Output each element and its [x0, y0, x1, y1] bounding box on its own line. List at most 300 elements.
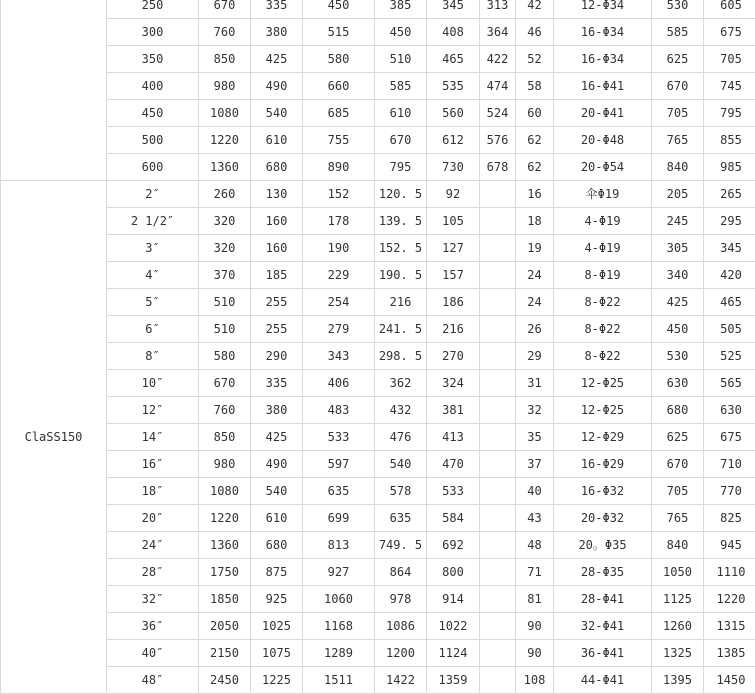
table-cell: 12-Φ25 — [554, 397, 652, 424]
table-cell: 279 — [303, 316, 375, 343]
table-cell: 35 — [516, 424, 554, 451]
table-cell: 28-Φ41 — [554, 586, 652, 613]
table-cell: 14″ — [107, 424, 199, 451]
table-cell: 350 — [107, 46, 199, 73]
table-cell — [480, 613, 516, 640]
table-cell: 510 — [199, 316, 251, 343]
table-cell: 120. 5 — [375, 181, 427, 208]
table-cell: 685 — [303, 100, 375, 127]
table-row — [1, 424, 755, 451]
table-cell: 1225 — [251, 667, 303, 694]
table-cell: 20-Φ48 — [554, 127, 652, 154]
table-cell: 680 — [251, 532, 303, 559]
table-cell: 710 — [704, 451, 755, 478]
table-cell: 850 — [199, 46, 251, 73]
table-cell: 560 — [427, 100, 480, 127]
table-cell — [480, 451, 516, 478]
table-cell: 1450 — [704, 667, 755, 694]
table-cell: 525 — [704, 343, 755, 370]
table-cell: 580 — [199, 343, 251, 370]
table-cell: 190. 5 — [375, 262, 427, 289]
table-cell: 432 — [375, 397, 427, 424]
table-cell: 324 — [427, 370, 480, 397]
table-cell: 241. 5 — [375, 316, 427, 343]
table-cell: 6″ — [107, 316, 199, 343]
table-cell: 597 — [303, 451, 375, 478]
table-cell: 1075 — [251, 640, 303, 667]
table-cell: 800 — [427, 559, 480, 586]
table-cell: 2050 — [199, 613, 251, 640]
table-cell: 18 — [516, 208, 554, 235]
table-cell: 160 — [251, 208, 303, 235]
table-cell: 540 — [375, 451, 427, 478]
table-row — [1, 505, 755, 532]
table-row — [1, 154, 755, 181]
table-cell: 186 — [427, 289, 480, 316]
table-cell: 205 — [652, 181, 704, 208]
table-cell: 16-Φ34 — [554, 46, 652, 73]
table-row — [1, 613, 755, 640]
table-cell: 8-Φ22 — [554, 316, 652, 343]
table-cell — [480, 586, 516, 613]
table-cell: 380 — [251, 19, 303, 46]
table-cell: 635 — [375, 505, 427, 532]
table-cell: 530 — [652, 343, 704, 370]
table-row — [1, 586, 755, 613]
table-cell: 81 — [516, 586, 554, 613]
table-cell: 58 — [516, 73, 554, 100]
table-cell: 43 — [516, 505, 554, 532]
table-cell: 245 — [652, 208, 704, 235]
table-cell: 584 — [427, 505, 480, 532]
table-cell: 260 — [199, 181, 251, 208]
table-cell: 1080 — [199, 478, 251, 505]
table-row — [1, 667, 755, 694]
table-cell: 1385 — [704, 640, 755, 667]
table-cell: 578 — [375, 478, 427, 505]
table-cell: 37 — [516, 451, 554, 478]
table-cell: 670 — [652, 73, 704, 100]
table-row — [1, 451, 755, 478]
table-cell: 20-Φ41 — [554, 100, 652, 127]
table-cell: 474 — [480, 73, 516, 100]
table-cell: 760 — [199, 397, 251, 424]
table-cell: 914 — [427, 586, 480, 613]
table-cell: 20-Φ32 — [554, 505, 652, 532]
table-cell: 510 — [199, 289, 251, 316]
table-cell: 864 — [375, 559, 427, 586]
table-cell: 705 — [652, 478, 704, 505]
table-cell: 535 — [427, 73, 480, 100]
table-cell: 635 — [303, 478, 375, 505]
table-cell: 530 — [652, 0, 704, 19]
table-cell: 16-Φ29 — [554, 451, 652, 478]
table-cell — [480, 262, 516, 289]
table-cell: 32″ — [107, 586, 199, 613]
table-cell: 422 — [480, 46, 516, 73]
table-cell: 1220 — [199, 505, 251, 532]
table-cell: 157 — [427, 262, 480, 289]
table-row — [1, 19, 755, 46]
table-body — [1, 0, 755, 694]
table-cell: 295 — [704, 208, 755, 235]
table-cell — [480, 532, 516, 559]
table-cell: 44-Φ41 — [554, 667, 652, 694]
table-cell: 1511 — [303, 667, 375, 694]
table-cell: 1168 — [303, 613, 375, 640]
table-cell: 500 — [107, 127, 199, 154]
table-cell: 60 — [516, 100, 554, 127]
table-cell: 1025 — [251, 613, 303, 640]
table-cell: 20″ — [107, 505, 199, 532]
table-cell — [480, 208, 516, 235]
table-cell: 4-Φ19 — [554, 235, 652, 262]
table-row — [1, 235, 755, 262]
table-cell: 925 — [251, 586, 303, 613]
table-cell — [480, 316, 516, 343]
table-cell: 216 — [375, 289, 427, 316]
table-cell: 1325 — [652, 640, 704, 667]
table-cell — [480, 640, 516, 667]
table-cell: 31 — [516, 370, 554, 397]
table-cell: 32 — [516, 397, 554, 424]
table-cell: 8-Φ22 — [554, 343, 652, 370]
table-cell: 425 — [652, 289, 704, 316]
table-cell: 40 — [516, 478, 554, 505]
table-cell: 71 — [516, 559, 554, 586]
table-cell: 699 — [303, 505, 375, 532]
table-cell: 32-Φ41 — [554, 613, 652, 640]
table-cell: 630 — [652, 370, 704, 397]
table-cell: 8-Φ19 — [554, 262, 652, 289]
table-cell: 730 — [427, 154, 480, 181]
table-row — [1, 208, 755, 235]
table-cell: 825 — [704, 505, 755, 532]
table-cell: 1060 — [303, 586, 375, 613]
table-cell: 185 — [251, 262, 303, 289]
table-cell: 1260 — [652, 613, 704, 640]
table-cell: 765 — [652, 127, 704, 154]
table-cell: 1220 — [199, 127, 251, 154]
table-cell: 24 — [516, 289, 554, 316]
pressure-class-label: ClaSS150 — [1, 181, 107, 694]
table-cell: 152. 5 — [375, 235, 427, 262]
table-cell: 1124 — [427, 640, 480, 667]
table-cell: 760 — [199, 19, 251, 46]
table-cell: 749. 5 — [375, 532, 427, 559]
table-cell: 927 — [303, 559, 375, 586]
table-cell: 980 — [199, 73, 251, 100]
table-row — [1, 73, 755, 100]
table-row — [1, 262, 755, 289]
pressure-class-label — [1, 0, 107, 181]
table-cell: 5″ — [107, 289, 199, 316]
table-cell: 16″ — [107, 451, 199, 478]
table-cell: 29 — [516, 343, 554, 370]
table-cell: 16 — [516, 181, 554, 208]
table-cell: 765 — [652, 505, 704, 532]
table-cell: 1080 — [199, 100, 251, 127]
table-cell: 8″ — [107, 343, 199, 370]
table-cell: 670 — [652, 451, 704, 478]
table-cell: 795 — [704, 100, 755, 127]
table-cell: 381 — [427, 397, 480, 424]
table-cell: 450 — [303, 0, 375, 19]
table-cell: 16-Φ34 — [554, 19, 652, 46]
table-row — [1, 559, 755, 586]
table-cell: 320 — [199, 235, 251, 262]
table-cell: 12-Φ25 — [554, 370, 652, 397]
table-cell: 28-Φ35 — [554, 559, 652, 586]
table-cell: 483 — [303, 397, 375, 424]
table-cell: 450 — [652, 316, 704, 343]
table-row — [1, 640, 755, 667]
table-cell: 660 — [303, 73, 375, 100]
table-cell: 364 — [480, 19, 516, 46]
table-row — [1, 316, 755, 343]
table-cell: 680 — [251, 154, 303, 181]
table-cell: 385 — [375, 0, 427, 19]
table-cell — [480, 181, 516, 208]
table-cell: 533 — [427, 478, 480, 505]
table-cell: 1200 — [375, 640, 427, 667]
table-cell: 400 — [107, 73, 199, 100]
table-cell: 705 — [704, 46, 755, 73]
table-cell: 19 — [516, 235, 554, 262]
table-cell: 890 — [303, 154, 375, 181]
table-row — [1, 127, 755, 154]
table-cell: 343 — [303, 343, 375, 370]
table-cell — [480, 505, 516, 532]
table-cell: 265 — [704, 181, 755, 208]
table-cell: 12-Φ29 — [554, 424, 652, 451]
table-cell: 515 — [303, 19, 375, 46]
table-cell: 705 — [652, 100, 704, 127]
table-cell: 420 — [704, 262, 755, 289]
table-cell: 190 — [303, 235, 375, 262]
table-cell: 980 — [199, 451, 251, 478]
table-cell: 413 — [427, 424, 480, 451]
table-row — [1, 181, 755, 208]
table-cell: 320 — [199, 208, 251, 235]
table-cell: 139. 5 — [375, 208, 427, 235]
table-cell: 90 — [516, 640, 554, 667]
table-row — [1, 370, 755, 397]
table-cell: 105 — [427, 208, 480, 235]
table-cell: 4″ — [107, 262, 199, 289]
table-cell: 270 — [427, 343, 480, 370]
table-cell: 12″ — [107, 397, 199, 424]
table-cell: 305 — [652, 235, 704, 262]
table-cell: 12-Φ34 — [554, 0, 652, 19]
table-cell: 675 — [704, 19, 755, 46]
table-cell: 2450 — [199, 667, 251, 694]
table-cell: 18″ — [107, 478, 199, 505]
table-cell: 4-Φ19 — [554, 208, 652, 235]
table-cell: 813 — [303, 532, 375, 559]
table-cell: 10″ — [107, 370, 199, 397]
table-cell: 585 — [652, 19, 704, 46]
table-cell: 585 — [375, 73, 427, 100]
table-cell — [480, 343, 516, 370]
table-cell: 26 — [516, 316, 554, 343]
table-cell: 16-Φ41 — [554, 73, 652, 100]
table-cell: 36-Φ41 — [554, 640, 652, 667]
table-cell: 540 — [251, 478, 303, 505]
table-cell: 1086 — [375, 613, 427, 640]
table-cell: 510 — [375, 46, 427, 73]
table-cell: 450 — [107, 100, 199, 127]
table-cell: 40″ — [107, 640, 199, 667]
table-cell: 745 — [704, 73, 755, 100]
table-row — [1, 343, 755, 370]
table-cell: 1359 — [427, 667, 480, 694]
table-cell: 625 — [652, 424, 704, 451]
table-row — [1, 532, 755, 559]
table-cell: 298. 5 — [375, 343, 427, 370]
table-cell: 840 — [652, 154, 704, 181]
table-cell: 229 — [303, 262, 375, 289]
table-cell: 1395 — [652, 667, 704, 694]
table-cell: 28″ — [107, 559, 199, 586]
table-cell: 770 — [704, 478, 755, 505]
table-cell: 2 1/2″ — [107, 208, 199, 235]
table-cell: 540 — [251, 100, 303, 127]
table-cell: 625 — [652, 46, 704, 73]
table-cell: 1050 — [652, 559, 704, 586]
table-cell: 476 — [375, 424, 427, 451]
table-cell: 1422 — [375, 667, 427, 694]
table-cell: 335 — [251, 370, 303, 397]
table-cell: 130 — [251, 181, 303, 208]
table-row — [1, 100, 755, 127]
table-cell: 670 — [199, 0, 251, 19]
table-cell: 978 — [375, 586, 427, 613]
table-cell: 875 — [251, 559, 303, 586]
table-cell: 62 — [516, 127, 554, 154]
table-cell: 290 — [251, 343, 303, 370]
table-cell: 1850 — [199, 586, 251, 613]
table-cell: 610 — [375, 100, 427, 127]
table-cell: 985 — [704, 154, 755, 181]
table-cell: 178 — [303, 208, 375, 235]
table-cell: 524 — [480, 100, 516, 127]
table-cell: 565 — [704, 370, 755, 397]
table-cell: 伞Φ19 — [554, 181, 652, 208]
table-cell — [480, 397, 516, 424]
table-cell: 3″ — [107, 235, 199, 262]
table-cell: 20。Φ35 — [554, 532, 652, 559]
table-cell: 490 — [251, 451, 303, 478]
table-cell — [480, 370, 516, 397]
table-cell: 152 — [303, 181, 375, 208]
table-cell: 36″ — [107, 613, 199, 640]
table-cell: 380 — [251, 397, 303, 424]
table-cell: 490 — [251, 73, 303, 100]
table-cell: 505 — [704, 316, 755, 343]
table-cell: 46 — [516, 19, 554, 46]
table-cell: 850 — [199, 424, 251, 451]
table-cell: 855 — [704, 127, 755, 154]
table-cell: 470 — [427, 451, 480, 478]
table-cell: 670 — [375, 127, 427, 154]
table-cell: 945 — [704, 532, 755, 559]
table-cell: 160 — [251, 235, 303, 262]
table-cell: 345 — [427, 0, 480, 19]
table-row — [1, 397, 755, 424]
table-cell: 1125 — [652, 586, 704, 613]
table-cell: 1750 — [199, 559, 251, 586]
table-cell: 1315 — [704, 613, 755, 640]
table-cell: 425 — [251, 46, 303, 73]
table-cell: 300 — [107, 19, 199, 46]
table-cell: 313 — [480, 0, 516, 19]
table-cell: 465 — [704, 289, 755, 316]
table-cell: 48″ — [107, 667, 199, 694]
table-row — [1, 478, 755, 505]
table-cell: 755 — [303, 127, 375, 154]
table-cell — [480, 235, 516, 262]
table-cell: 16-Φ32 — [554, 478, 652, 505]
table-cell — [480, 667, 516, 694]
table-cell: 216 — [427, 316, 480, 343]
table-cell — [480, 424, 516, 451]
table-cell: 600 — [107, 154, 199, 181]
table-cell: 1360 — [199, 154, 251, 181]
table-cell: 362 — [375, 370, 427, 397]
table-cell: 92 — [427, 181, 480, 208]
table-row — [1, 289, 755, 316]
table-cell: 406 — [303, 370, 375, 397]
table-cell: 1360 — [199, 532, 251, 559]
table-cell: 8-Φ22 — [554, 289, 652, 316]
table-cell — [480, 559, 516, 586]
table-cell — [480, 478, 516, 505]
table-cell: 612 — [427, 127, 480, 154]
table-cell: 370 — [199, 262, 251, 289]
table-cell: 255 — [251, 316, 303, 343]
table-cell: 675 — [704, 424, 755, 451]
table-cell: 24 — [516, 262, 554, 289]
table-cell: 24″ — [107, 532, 199, 559]
table-cell: 1022 — [427, 613, 480, 640]
table-cell: 345 — [704, 235, 755, 262]
table-cell: 335 — [251, 0, 303, 19]
table-cell: 692 — [427, 532, 480, 559]
table-cell: 580 — [303, 46, 375, 73]
table-cell — [480, 289, 516, 316]
table-cell: 2″ — [107, 181, 199, 208]
table-cell: 630 — [704, 397, 755, 424]
table-cell: 450 — [375, 19, 427, 46]
table-cell: 108 — [516, 667, 554, 694]
table-cell: 1110 — [704, 559, 755, 586]
table-cell: 408 — [427, 19, 480, 46]
table-row — [1, 0, 755, 19]
table-cell: 42 — [516, 0, 554, 19]
table-cell: 90 — [516, 613, 554, 640]
table-row — [1, 46, 755, 73]
table-cell: 425 — [251, 424, 303, 451]
table-cell: 533 — [303, 424, 375, 451]
table-cell: 680 — [652, 397, 704, 424]
table-cell: 255 — [251, 289, 303, 316]
table-cell: 678 — [480, 154, 516, 181]
table-cell: 465 — [427, 46, 480, 73]
table-cell: 670 — [199, 370, 251, 397]
table-cell: 840 — [652, 532, 704, 559]
table-cell: 610 — [251, 127, 303, 154]
